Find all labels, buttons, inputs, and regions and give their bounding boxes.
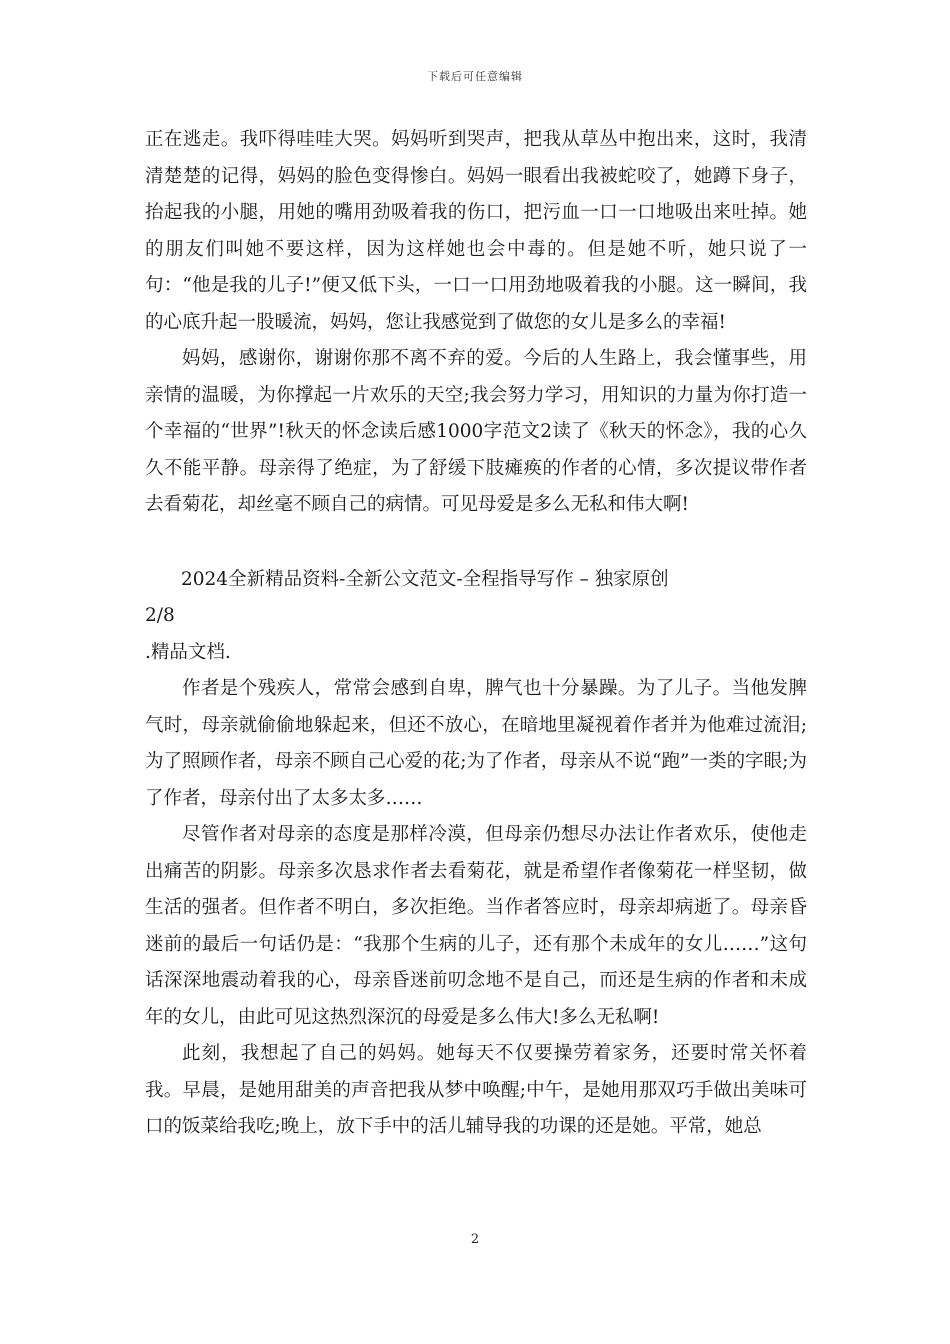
paragraph-my-mother: 此刻，我想起了自己的妈妈。她每天不仅要操劳着家务，还要时常关怀着我。早晨，是她用甜美的声音把我从梦中唤醒;中午，是她用那双巧手做出美味可口的饭菜给我吃;晚上，放下手中的活儿辅导我的功课的还是她。平常，她总 bbox=[145, 1043, 807, 1137]
paragraph-mother-effort: 尽管作者对母亲的态度是那样冷漠，但母亲仍想尽办法让作者欢乐，使他走出痛苦的阴影。母亲多次恳求作者去看菊花，就是希望作者像菊花一样坚韧，做生活的强者。但作者不明白，多次拒绝。当作者答应时，母亲却病逝了。母亲昏迷前的最后一句话仍是：“我那个生病的儿子，还有那个未成年的女儿……”这句话深深地震动着我的心，母亲昏迷前叨念地不是自己，而还是生病的作者和未成年的女儿，由此可见这热烈深沉的母爱是多么伟大!多么无私啊! bbox=[145, 824, 807, 1028]
paragraph-thanks-mother: 妈妈，感谢你，谢谢你那不离不弃的爱。今后的人生路上，我会懂事些，用亲情的温暖，为你撑起一片欢乐的天空;我会努力学习，用知识的力量为你打造一个幸福的“世界”!秋天的怀念读后感1000字范文2读了《秋天的怀念》，我的心久久不能平静。母亲得了绝症，为了舒缓下肢瘫痪的作者的心情，多次提议带作者去看菊花，却丝毫不顾自己的病情。可见母爱是多么无私和伟大啊! bbox=[145, 348, 807, 515]
page-header-note: 下载后可任意编辑 bbox=[427, 70, 523, 83]
page-number: 2 bbox=[470, 1232, 480, 1247]
inline-footer-doc-label: .精品文档. bbox=[145, 641, 231, 663]
inline-footer-page-fraction: 2/8 bbox=[145, 605, 175, 626]
document-body bbox=[145, 122, 807, 1146]
inline-footer-slogan: 2024全新精品资料-全新公文范文-全程指导写作 – 独家原创 bbox=[181, 568, 669, 590]
paragraph-continuation: 正在逃走。我吓得哇哇大哭。妈妈听到哭声，把我从草丛中抱出来，这时，我清清楚楚的记得，妈妈的脸色变得惨白。妈妈一眼看出我被蛇咬了，她蹲下身子，抬起我的小腿，用她的嘴用劲吸着我的伤口，把污血一口一口地吸出来吐掉。她的朋友们叫她不要这样，因为这样她也会中毒的。但是她不听，她只说了一句：“他是我的儿子!”便又低下头，一口一口用劲地吸着我的小腿。这一瞬间，我的心底升起一股暖流，妈妈，您让我感觉到了做您的女儿是多么的幸福! bbox=[145, 129, 807, 333]
paragraph-author-disabled: 作者是个残疾人，常常会感到自卑，脾气也十分暴躁。为了儿子。当他发脾气时，母亲就偷偷地躲起来，但还不放心，在暗地里凝视着作者并为他难过流泪;为了照顾作者，母亲不顾自己心爱的花;为了作者，母亲从不说“跑”一类的字眼;为了作者，母亲付出了太多太多…… bbox=[145, 678, 807, 809]
